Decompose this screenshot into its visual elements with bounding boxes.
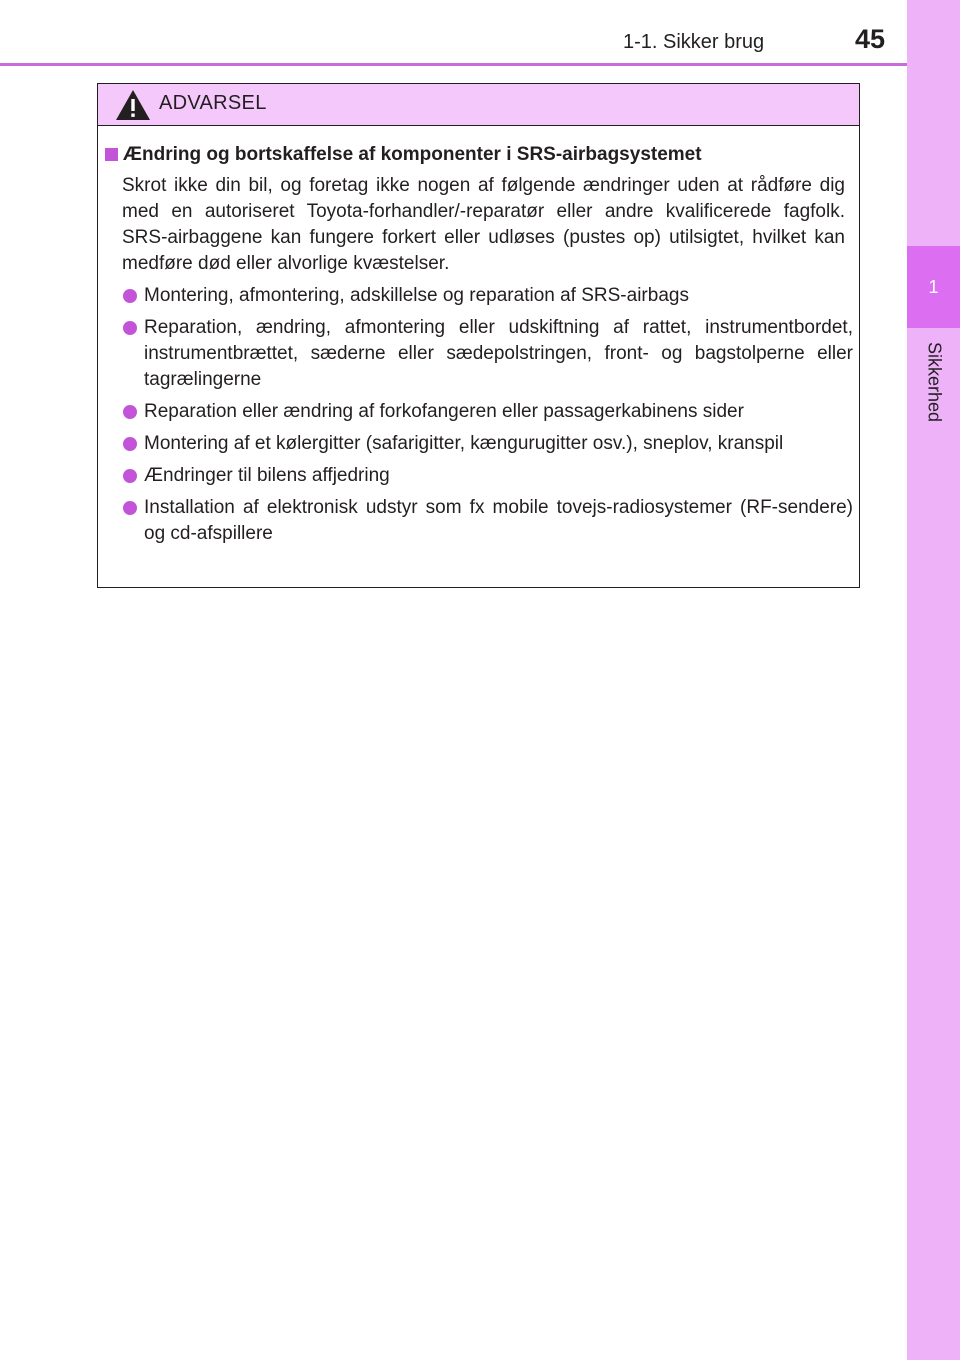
list-item — [144, 431, 853, 457]
square-bullet-icon — [105, 148, 118, 161]
warning-box — [97, 83, 860, 588]
warning-title: ADVARSEL — [159, 92, 267, 114]
list-item-text: Ændringer til bilens affjedring — [144, 465, 390, 486]
list-item — [144, 463, 853, 489]
warning-triangle-icon — [114, 88, 152, 122]
warning-heading — [102, 142, 859, 168]
page-number: 45 — [855, 24, 886, 54]
chapter-number: 1 — [928, 276, 939, 297]
list-item-text: Installation af elektronisk udstyr som fx mobile tovejs-radiosystemer (RF-sendere) og cd-afspillere — [144, 497, 853, 544]
bullet-dot-icon — [123, 405, 137, 419]
warning-heading-text: Ændring og bortskaffelse af komponenter i SRS-airbagsystemet — [123, 144, 702, 165]
bullet-dot-icon — [123, 321, 137, 335]
list-item — [144, 399, 853, 425]
list-item-text: Montering af et kølergitter (safarigitter, kængurugitter osv.), sneplov, kranspil — [144, 433, 784, 454]
bullet-dot-icon — [123, 469, 137, 483]
chapter-number-tab — [907, 246, 960, 328]
list-item — [144, 283, 853, 309]
section-title: 1-1. Sikker brug — [623, 31, 765, 53]
header-rule — [0, 63, 907, 66]
chapter-label: Sikkerhed — [924, 341, 945, 423]
bullet-dot-icon — [123, 437, 137, 451]
list-item — [144, 315, 853, 393]
warning-list — [98, 283, 859, 547]
bullet-dot-icon — [123, 501, 137, 515]
warning-body — [98, 142, 859, 553]
list-item-text: Montering, afmontering, adskillelse og reparation af SRS-airbags — [144, 285, 689, 306]
list-item — [144, 495, 853, 547]
bullet-dot-icon — [123, 289, 137, 303]
warning-header — [98, 84, 859, 126]
list-item-text: Reparation, ændring, afmontering eller udskiftning af rattet, instrumentbordet, instrumentbrættet, sæderne eller sædepolstringen, front- og bagstolperne eller tagrælingerne — [144, 317, 853, 390]
side-tab — [907, 0, 960, 1360]
list-item-text: Reparation eller ændring af forkofangeren eller passagerkabinens sider — [144, 401, 744, 422]
warning-intro: Skrot ikke din bil, og foretag ikke nogen af følgende ændringer uden at rådføre dig med en autoriseret Toyota-forhandler/-reparatør eller andre kvalificerede fagfolk. SRS-airbaggene kan fungere forkert eller udløses (pustes op) utilsigtet, hvilket kan medføre død eller alvorlige kvæstelser. — [122, 175, 845, 274]
